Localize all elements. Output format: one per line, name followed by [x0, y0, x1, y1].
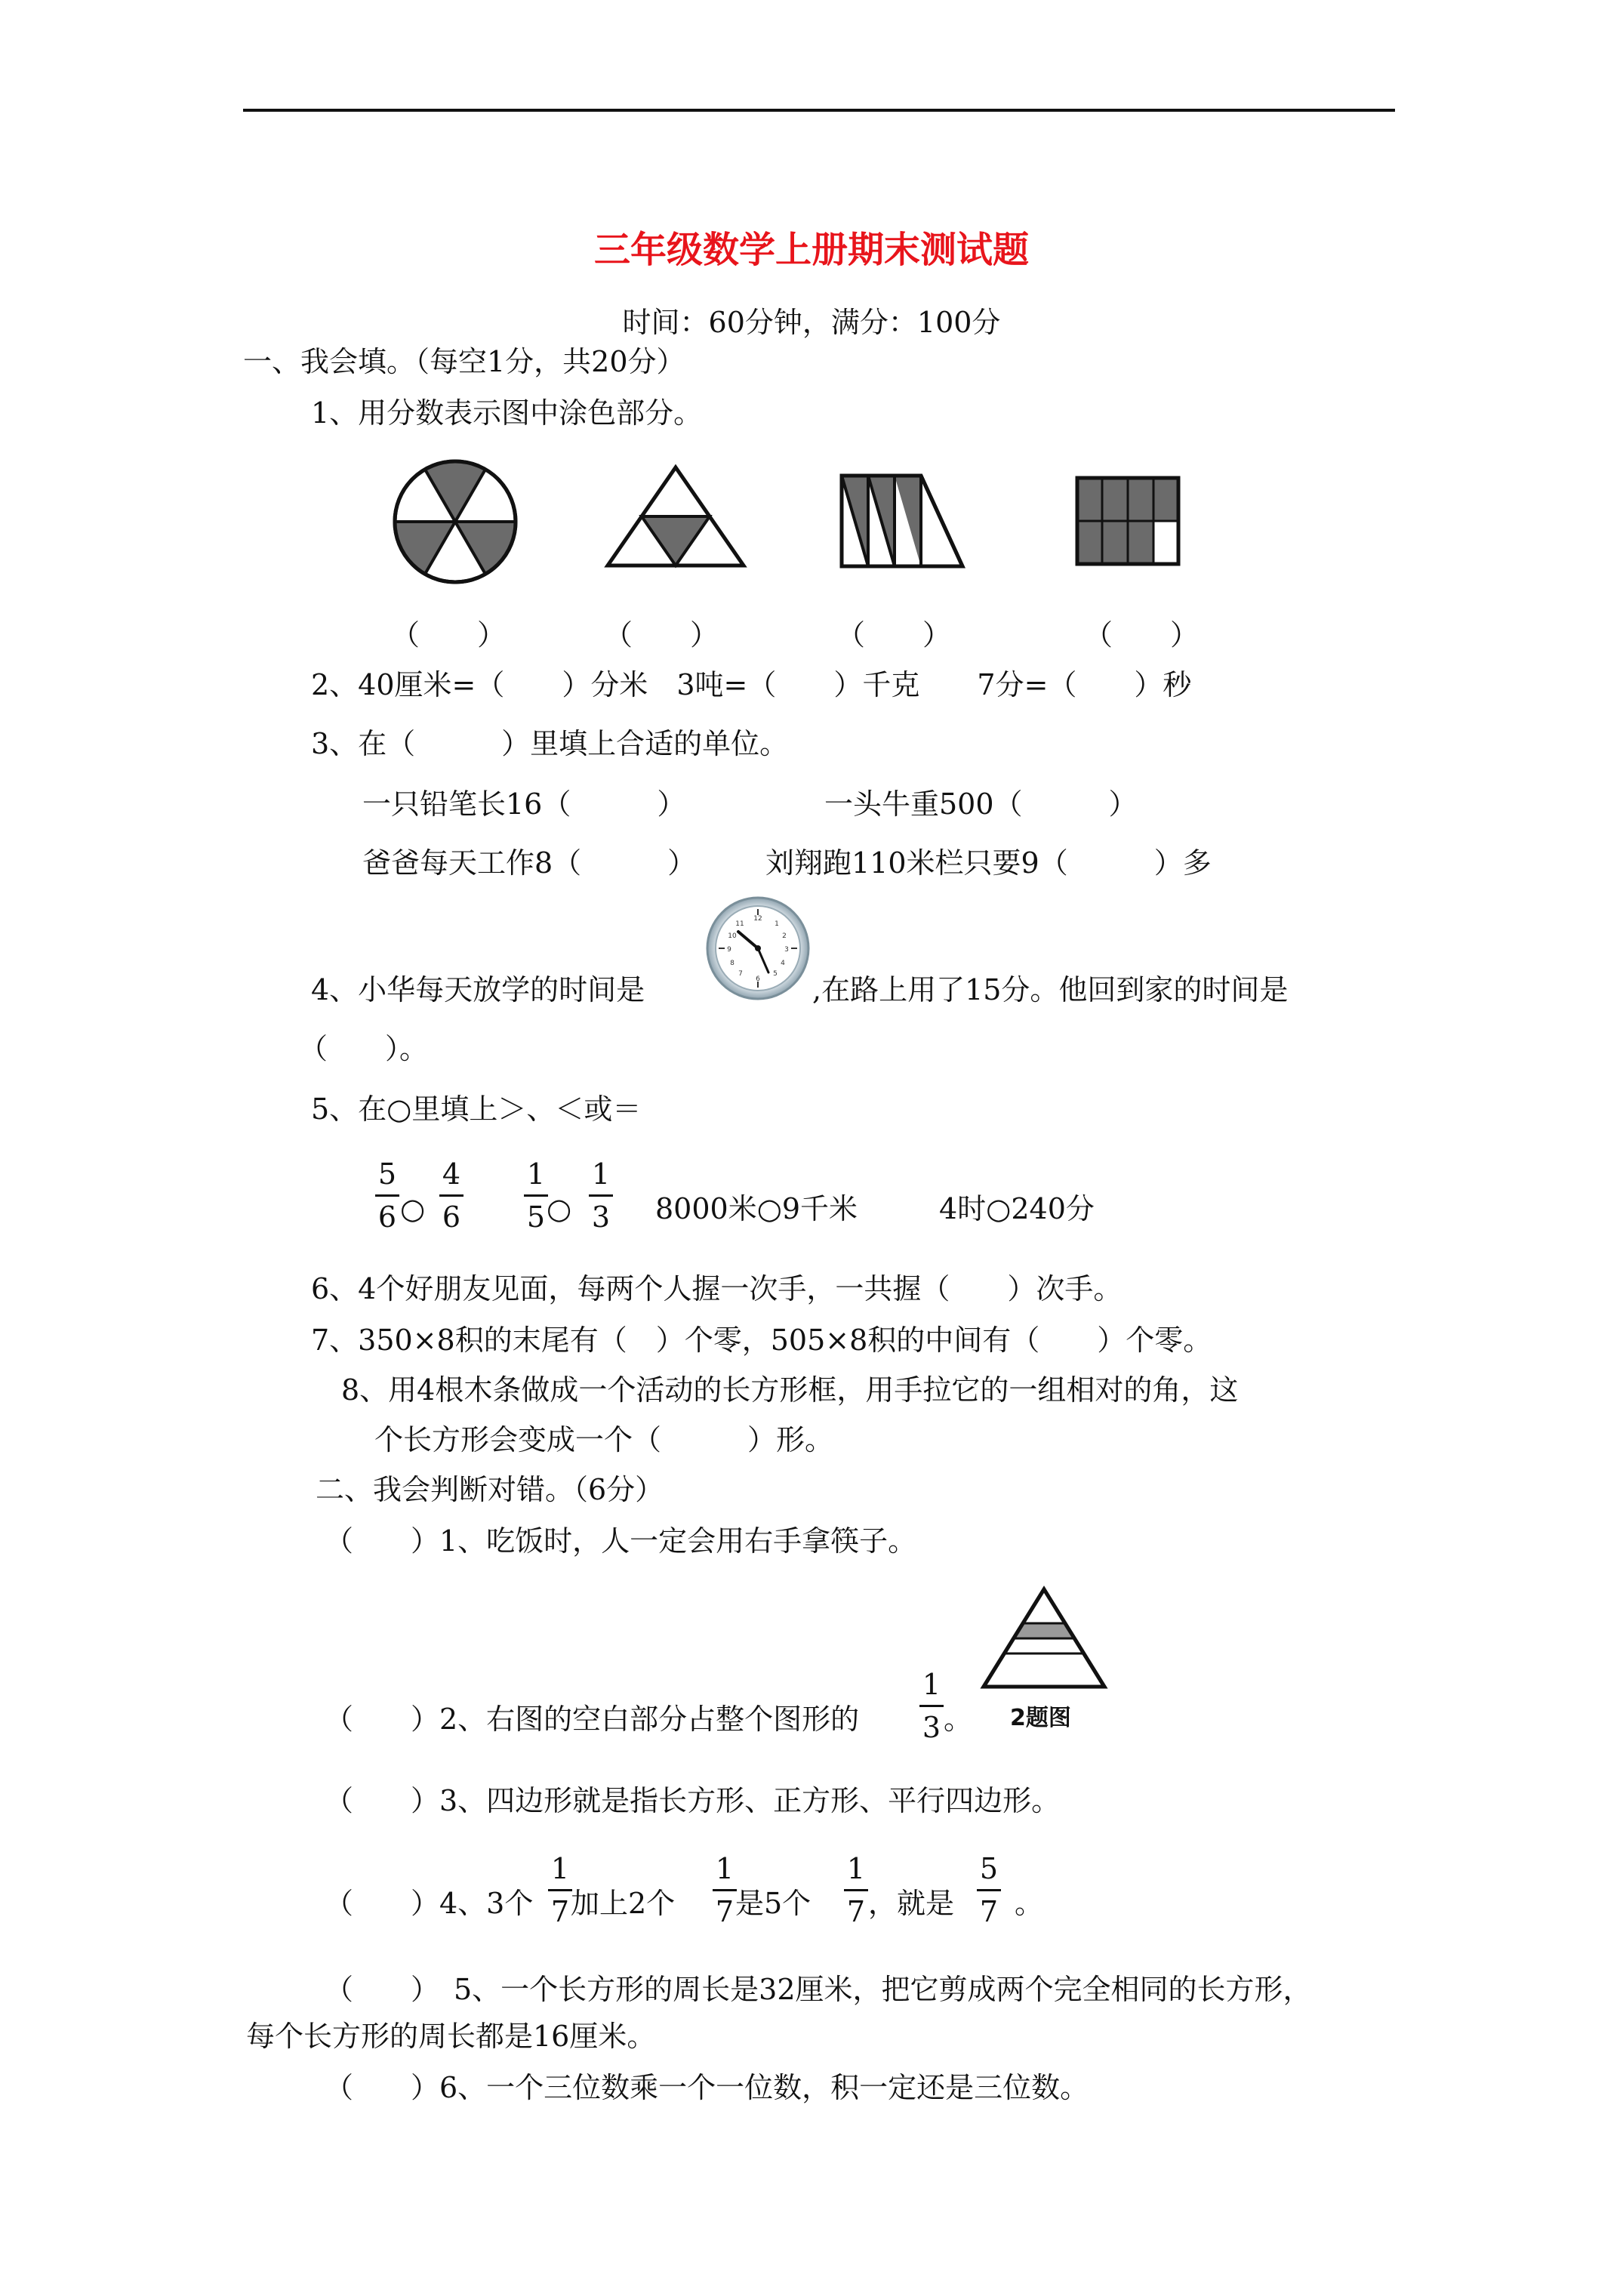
judge-5-line1: （ ） 5、一个长方形的周长是32厘米，把它剪成两个完全相同的长方形， [325, 1973, 1312, 2006]
section1-heading: 一、我会填。（每空1分，共20分） [243, 345, 685, 378]
numerator: 1 [550, 1852, 570, 1885]
clock-icon [705, 895, 811, 1001]
denominator: 5 [526, 1200, 546, 1234]
question-2: 2、40厘米=（ ）分米 3吨=（ ）千克 7分=（ ）秒 [311, 668, 1192, 701]
judge-4-part2: 加上2个 [571, 1887, 676, 1920]
denominator: 6 [377, 1200, 397, 1234]
question-5: 5、在○里填上＞、＜或＝ [311, 1093, 642, 1126]
fraction-5-6 [372, 1157, 402, 1234]
svg-text:7: 7 [738, 970, 743, 978]
header-rule [243, 109, 1395, 112]
figure-circle [391, 458, 519, 586]
svg-text:10: 10 [728, 932, 737, 940]
compare-circle-1[interactable]: ○ [400, 1192, 426, 1225]
svg-text:8: 8 [730, 960, 735, 967]
denominator: 6 [442, 1200, 461, 1234]
svg-text:11: 11 [735, 920, 744, 928]
denominator: 7 [979, 1895, 999, 1928]
judge-1: （ ）1、吃饭时，人一定会用右手拿筷子。 [325, 1524, 917, 1558]
numerator: 5 [377, 1157, 397, 1191]
question-7: 7、350×8积的末尾有（ ）个零，505×8积的中间有（ ）个零。 [311, 1324, 1212, 1357]
denominator: 3 [591, 1200, 611, 1234]
judge-4-part4: ，就是 [868, 1887, 955, 1920]
numerator: 1 [526, 1157, 546, 1191]
fraction-1-3-judge [916, 1670, 947, 1742]
numerator: 4 [442, 1157, 461, 1191]
answer-blank-1[interactable]: （ ） [391, 618, 507, 652]
question-3a: 一只铅笔长16（ ） [362, 787, 686, 821]
numerator: 1 [715, 1852, 735, 1885]
question-1: 1、用分数表示图中涂色部分。 [311, 396, 703, 430]
numerator: 1 [922, 1668, 941, 1701]
question-3: 3、在（ ）里填上合适的单位。 [311, 727, 789, 760]
judge-3: （ ）3、四边形就是指长方形、正方形、平行四边形。 [325, 1784, 1061, 1817]
figure-grid [1075, 476, 1181, 566]
page-title: 三年级数学上册期末测试题 [593, 229, 1029, 271]
compare-circle-2[interactable]: ○ [547, 1192, 572, 1225]
fraction-5-7 [974, 1854, 1004, 1926]
judge-6: （ ）6、一个三位数乘一个一位数，积一定还是三位数。 [325, 2071, 1089, 2104]
svg-text:12: 12 [753, 915, 762, 923]
section2-heading: 二、我会判断对错。（6分） [316, 1473, 664, 1506]
question-3b: 一头牛重500（ ） [824, 787, 1138, 821]
question-5c: 8000米○9千米 [655, 1192, 858, 1225]
question-4-answer[interactable]: （ ）。 [299, 1032, 429, 1065]
question-3c: 爸爸每天工作8（ ） [362, 846, 697, 880]
judge-4-end: 。 [1015, 1887, 1044, 1920]
figure-triangle [604, 464, 747, 569]
figure-layered-triangle [980, 1586, 1108, 1688]
judge-2: （ ）2、右图的空白部分占整个图形的 [325, 1703, 860, 1736]
numerator: 1 [846, 1852, 866, 1885]
fraction-1-7-c [841, 1854, 871, 1926]
judge-4-part1: （ ）4、3个 [325, 1887, 534, 1920]
judge-4-part3: 是5个 [735, 1887, 812, 1920]
question-5d: 4时○240分 [939, 1192, 1095, 1225]
question-6: 6、4个好朋友见面，每两个人握一次手，一共握（ ）次手。 [311, 1272, 1123, 1305]
svg-text:6: 6 [756, 975, 760, 983]
denominator: 7 [715, 1895, 735, 1928]
svg-text:1: 1 [775, 920, 779, 928]
svg-text:4: 4 [781, 960, 785, 967]
svg-text:9: 9 [727, 946, 731, 954]
svg-text:2: 2 [782, 932, 787, 940]
numerator: 5 [979, 1852, 999, 1885]
denominator: 7 [846, 1895, 866, 1928]
svg-text:5: 5 [773, 970, 778, 978]
fraction-4-6 [436, 1157, 467, 1234]
answer-blank-3[interactable]: （ ） [836, 618, 952, 652]
question-8-line2: 个长方形会变成一个（ ）形。 [374, 1423, 834, 1456]
judge-2-end: 。 [944, 1703, 973, 1736]
judge-5-line2: 每个长方形的周长都是16厘米。 [246, 2020, 656, 2053]
numerator: 1 [591, 1157, 611, 1191]
denominator: 3 [922, 1711, 941, 1744]
answer-blank-4[interactable]: （ ） [1084, 618, 1200, 652]
fraction-1-3 [586, 1157, 616, 1234]
question-4-start: 4、小华每天放学的时间是 [311, 973, 645, 1006]
denominator: 7 [550, 1895, 570, 1928]
question-4-end: ,在路上用了15分。他回到家的时间是 [812, 973, 1289, 1006]
question-8-line1: 8、用4根木条做成一个活动的长方形框，用手拉它的一组相对的角，这 [341, 1373, 1239, 1407]
svg-text:3: 3 [784, 946, 789, 954]
figure-trapezoid [838, 472, 966, 570]
exam-info: 时间：60分钟，满分：100分 [622, 306, 1001, 339]
answer-blank-2[interactable]: （ ） [604, 618, 719, 652]
figure-caption: 2题图 [1010, 1705, 1071, 1731]
question-3d: 刘翔跑110米栏只要9（ ）多 [765, 846, 1212, 880]
